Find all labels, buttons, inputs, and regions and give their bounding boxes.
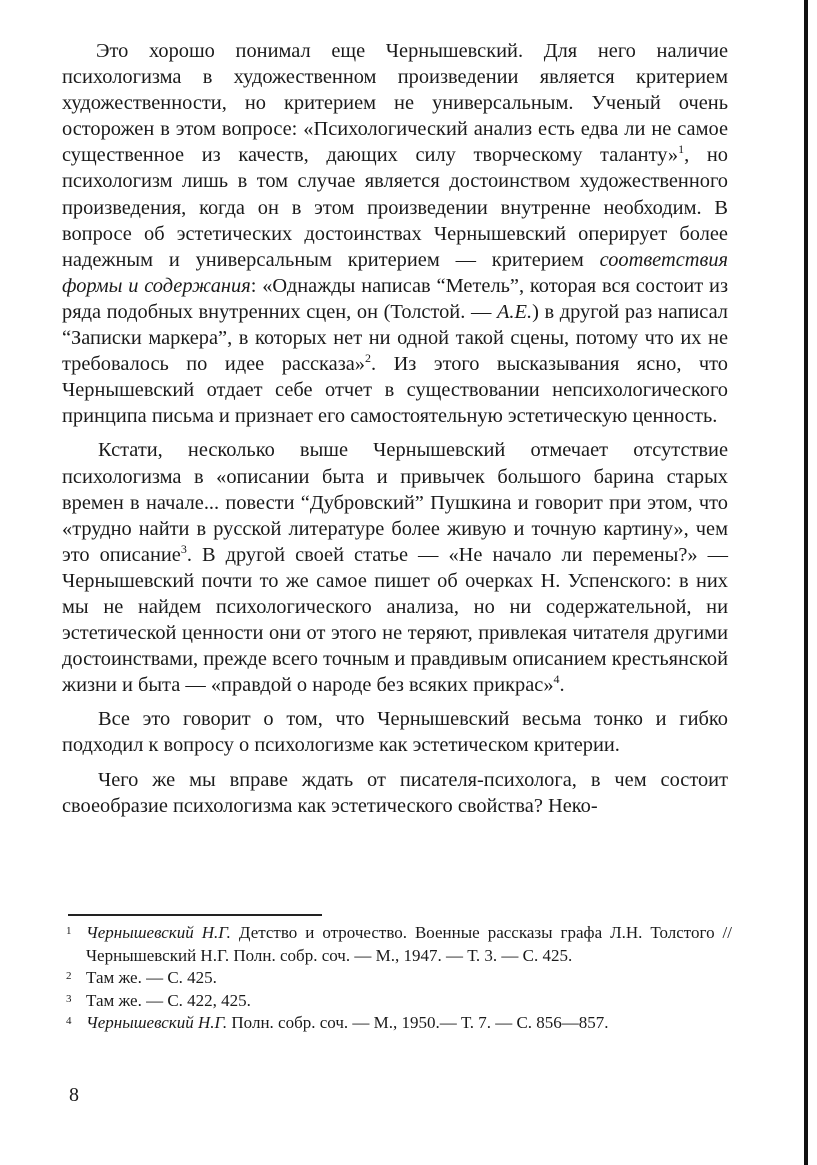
scan-edge-line: [804, 0, 808, 1165]
italic-text: Чернышевский Н.Г.: [86, 1013, 228, 1033]
paragraph-3: [62, 706, 728, 758]
footnote-number: 4: [66, 1015, 72, 1028]
page-number: 8: [69, 1084, 79, 1106]
italic-text: А.Е.: [496, 300, 533, 323]
footnote-3: [66, 990, 732, 1013]
text-run: , но психологизм лишь в том случае является достоинством художественного произведения, когда он в этом произведении внутренне необходим. В вопросе об эстетических достоинствах Чернышевский оперирует более надежным и универсальным критерием — критерием: [62, 144, 728, 271]
text-run: Чего же мы вправе ждать от писателя-психолога, в чем состоит своеобразие психологизма как эстетического свойства? Неко-: [62, 768, 728, 817]
footnote-2: [66, 967, 732, 990]
footnote-number: 2: [66, 970, 72, 983]
italic-text: соответствия формы и содержания: [62, 248, 728, 297]
main-text: [62, 38, 728, 827]
footnote-1: [66, 922, 732, 967]
footnote-number: 3: [66, 992, 72, 1005]
text-run: Там же. — С. 422, 425.: [86, 990, 251, 1010]
text-run: Все это говорит о том, что Чернышевский весьма тонко и гибко подходил к вопросу о психологизме как эстетическом критерии.: [62, 708, 728, 757]
footnote-ref: 3: [180, 541, 187, 556]
text-run: . В другой своей статье — «Не начало ли перемены?» — Чернышевский почти то же самое пишет об очерках Н. Успенского: в них мы не найдем психологического анализа, но ни содержательной, ни эстетической ценности они от этого не теряют, привлекая читателя другими достоинствами, прежде всего точным и правдивым описанием крестьянской жизни и быта — «правдой о народе без всяких прикрас»: [62, 543, 728, 697]
footnotes: [66, 922, 732, 1035]
footnote-4: [66, 1012, 732, 1035]
text-run: : «Однажды написав “Метель”, которая вся состоит из ряда подобных внутренних сцен, он (Толстой. —: [62, 274, 729, 323]
italic-text: Чернышевский Н.Г.: [86, 923, 231, 942]
paragraph-1: [62, 38, 728, 429]
footnote-ref: 1: [678, 142, 685, 157]
text-run: Это хорошо понимал еще Чернышевский. Для него наличие психологизма в художественном произведении является критерием художественности, но критерием не универсальным. Ученый очень осторожен в этом вопросе: «Психологический анализ есть едва ли не самое существенное из качеств, дающих силу творческому таланту»: [62, 40, 728, 167]
footnote-divider: [68, 914, 322, 916]
text-run: Детство и отрочество. Военные рассказы графа Л.Н. Толстого // Чернышевский Н.Г. Полн. собр. соч. — М., 1947. — Т. 3. — С. 425.: [86, 923, 733, 965]
footnote-ref: 2: [365, 351, 371, 366]
paragraph-4: [62, 767, 728, 819]
paragraph-2: [62, 437, 728, 698]
text-run: Полн. собр. соч. — М., 1950.— Т. 7. — С. 856—857.: [227, 1013, 609, 1033]
text-run: .: [559, 674, 565, 697]
text-run: ) в другой раз написал “Записки маркера”, в которых нет ни одной такой сцены, потому что их не требовалось по идее рассказа»: [62, 300, 728, 376]
text-run: Там же. — С. 425.: [86, 968, 217, 988]
footnote-ref: 4: [553, 672, 560, 687]
text-run: . Из этого высказывания ясно, что Чернышевский отдает себе отчет в существовании непсихологического принципа письма и признает его самостоятельную эстетическую ценность.: [62, 353, 728, 428]
text-run: Кстати, несколько выше Чернышевский отмечает отсутствие психологизма в «описании быта и привычек большого барина старых времен в начале... повести “Дубровский” Пушкина и говорит при этом, что «трудно найти в русской литературе более живую и точную картину», чем это описание: [62, 439, 728, 566]
footnote-number: 1: [66, 925, 72, 937]
